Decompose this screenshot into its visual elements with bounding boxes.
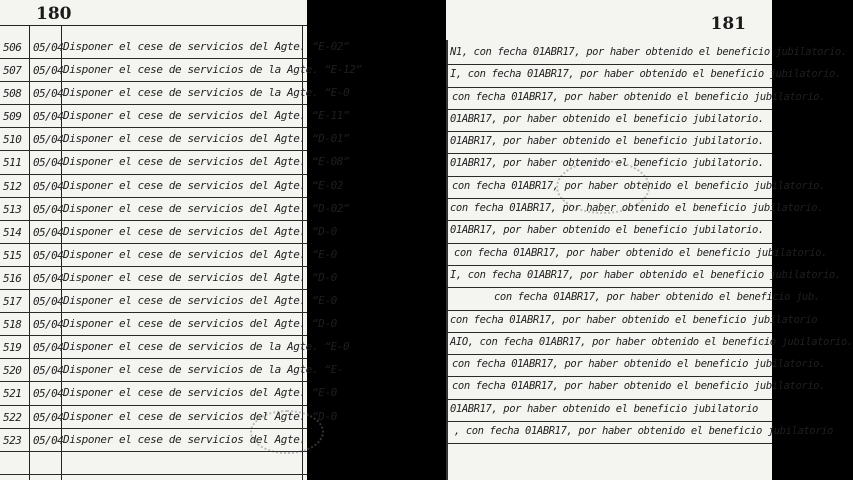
entry-date: 05/04 [33, 41, 64, 54]
entry-text: con fecha 01ABR17, por haber obtenido el beneficio jubilatorio. [452, 380, 826, 393]
entry-number: 514 [3, 225, 22, 239]
entry-text: Disponer el cese de servicios del Agte. “D-02” [63, 201, 350, 215]
ledger-row [446, 333, 853, 355]
entry-date: 05/04 [33, 433, 64, 447]
entry-date: 05/04 [33, 202, 64, 216]
entry-text: con fecha 01ABR17, por haber obtenido el beneficio jubilatorio. [450, 202, 824, 215]
entry-text: 01ABR17, por haber obtenido el beneficio jubilatorio. [450, 112, 764, 125]
entry-text: con fecha 01ABR17, por haber obtenido el beneficio jubilatorio [450, 313, 818, 326]
ledger-row [0, 175, 344, 198]
entry-text: , con fecha 01ABR17, por haber obtenido el beneficio jubilatorio [454, 425, 833, 438]
entry-number: 516 [3, 271, 22, 285]
ledger-row [0, 151, 350, 174]
ledger-row [0, 82, 350, 105]
entry-text: Disponer el cese de servicios de la Agte. “E- [63, 363, 344, 377]
entry-text: con fecha 01ABR17, por haber obtenido el beneficio jubilatorio. [452, 90, 826, 103]
entry-number: 513 [3, 202, 22, 216]
entry-text: Disponer el cese de servicios de la Agte. “E-0 [63, 86, 350, 100]
entry-text: con fecha 01ABR17, por haber obtenido el beneficio jubilatorio. [454, 246, 828, 259]
entry-text: Disponer el cese de servicios de la Agte. “E-0 [63, 340, 350, 354]
ledger-row [446, 377, 826, 399]
ledger-row [446, 154, 772, 176]
entry-text: 01ABR17, por haber obtenido el beneficio jubilatorio. [450, 157, 764, 170]
entry-text: Disponer el cese de servicios del Agte. “E-08” [63, 155, 350, 169]
entry-number: 517 [3, 295, 22, 309]
entry-text: Disponer el cese de servicios del Agte. “D-0 [63, 409, 337, 423]
ledger-row [0, 221, 337, 244]
entry-text: con fecha 01ABR17, por haber obtenido el beneficio jubilatorio. [452, 358, 826, 371]
left-ledger-page [0, 0, 362, 480]
left-entries-list [0, 36, 362, 475]
ledger-row [446, 43, 847, 65]
entry-number: 523 [3, 433, 22, 447]
ledger-row [0, 336, 350, 359]
entry-date: 05/04 [33, 318, 64, 332]
entry-text: Disponer el cese de servicios del Agte. [63, 432, 306, 446]
entry-text: N1, con fecha 01ABR17, por haber obtenido el beneficio jubilatorio. [450, 46, 847, 58]
ledger-row [446, 288, 820, 310]
entry-number: 521 [3, 387, 22, 401]
entry-number: 519 [3, 341, 22, 355]
entry-date: 05/04 [33, 87, 64, 101]
right-entries-list [446, 43, 853, 444]
ledger-row [0, 244, 337, 267]
ledger-row [446, 88, 826, 110]
entry-date: 05/04 [33, 64, 64, 78]
entry-date: 05/04 [33, 110, 64, 124]
entry-number: 511 [3, 156, 22, 170]
entry-date: 05/04 [33, 341, 64, 355]
ledger-row [0, 36, 350, 59]
ledger-row [0, 382, 337, 405]
entry-date: 05/04 [33, 295, 64, 309]
ledger-row [0, 359, 344, 382]
ledger-row [0, 267, 337, 290]
entry-text: Disponer el cese de servicios del Agte. “E-11” [63, 109, 350, 123]
entry-date: 05/04 [33, 248, 64, 262]
right-ledger-page [446, 0, 853, 480]
entry-text: AIO, con fecha 01ABR17, por haber obtenido el beneficio jubilatorio. [450, 335, 853, 348]
ledger-row [446, 355, 826, 377]
entry-text: 01ABR17, por haber obtenido el beneficio jubilatorio. [450, 224, 764, 237]
ledger-row [446, 221, 772, 243]
ledger-row [446, 132, 772, 154]
entry-date: 05/04 [33, 364, 64, 378]
entry-date: 05/04 [33, 410, 64, 424]
entry-date: 05/04 [33, 133, 64, 147]
entry-number: 512 [3, 179, 22, 193]
ledger-row [0, 452, 307, 475]
ledger-row [446, 244, 828, 266]
page-number: 180 [36, 4, 72, 24]
entry-number: 515 [3, 248, 22, 262]
ledger-row [0, 128, 350, 151]
ledger-row [446, 65, 841, 87]
entry-date: 05/04 [33, 225, 64, 239]
page-number: 181 [710, 14, 746, 34]
entry-text: Disponer el cese de servicios del Agte. “E-02 [63, 178, 344, 192]
entry-number: 509 [3, 110, 22, 124]
entry-text: Disponer el cese de servicios del Agte. “D-0 [63, 224, 337, 238]
entry-text: I, con fecha 01ABR17, por haber obtenido el beneficio jubilatorio. [450, 268, 841, 281]
entry-number: 506 [3, 41, 22, 54]
ledger-row [0, 290, 337, 313]
ledger-row [446, 199, 824, 221]
entry-text: Disponer el cese de servicios del Agte. “D-0 [63, 317, 337, 331]
entry-text: Disponer el cese de servicios del Agte. “D-0 [63, 270, 337, 284]
ledger-row [446, 177, 826, 199]
entry-text: I, con fecha 01ABR17, por haber obtenido el beneficio jubilatorio. [450, 68, 841, 81]
entry-text: Disponer el cese de servicios del Agte. “E-0 [63, 294, 337, 308]
entry-text: 01ABR17, por haber obtenido el beneficio jubilatorio [450, 402, 758, 415]
entry-number: 510 [3, 133, 22, 147]
ledger-row [446, 110, 772, 132]
entry-date: 05/04 [33, 271, 64, 285]
ledger-row [0, 105, 350, 128]
entry-date: 05/04 [33, 179, 64, 193]
entry-text: Disponer el cese de servicios del Agte. “E-0 [63, 386, 337, 400]
entry-text: con fecha 01ABR17, por haber obtenido el beneficio jubilatorio. [452, 179, 826, 192]
entry-date: 05/04 [33, 387, 64, 401]
entry-text: 01ABR17, por haber obtenido el beneficio jubilatorio. [450, 135, 764, 148]
entry-text: Disponer el cese de servicios de la Agte. “E-12” [63, 63, 362, 77]
ledger-row [446, 400, 772, 422]
entry-text: con fecha 01ABR17, por haber obtenido el beneficio jub. [494, 291, 820, 304]
ledger-row [446, 422, 833, 444]
entry-number: 507 [3, 64, 22, 78]
entry-number: 518 [3, 318, 22, 332]
top-rule [0, 25, 307, 26]
entry-number: 522 [3, 410, 22, 424]
ledger-row [446, 311, 818, 333]
entry-text: Disponer el cese de servicios del Agte. “E-0 [63, 247, 337, 261]
ledger-row [0, 313, 337, 336]
ledger-row [0, 198, 350, 221]
ledger-row [0, 406, 337, 429]
entry-text: Disponer el cese de servicios del Agte. “E-02” [63, 40, 350, 53]
entry-text: Disponer el cese de servicios del Agte. “D-01” [63, 132, 350, 146]
entry-number: 520 [3, 364, 22, 378]
ledger-row [0, 59, 362, 82]
entry-date: 05/04 [33, 156, 64, 170]
ledger-row [0, 429, 307, 452]
ledger-row [446, 266, 841, 288]
entry-number: 508 [3, 87, 22, 101]
